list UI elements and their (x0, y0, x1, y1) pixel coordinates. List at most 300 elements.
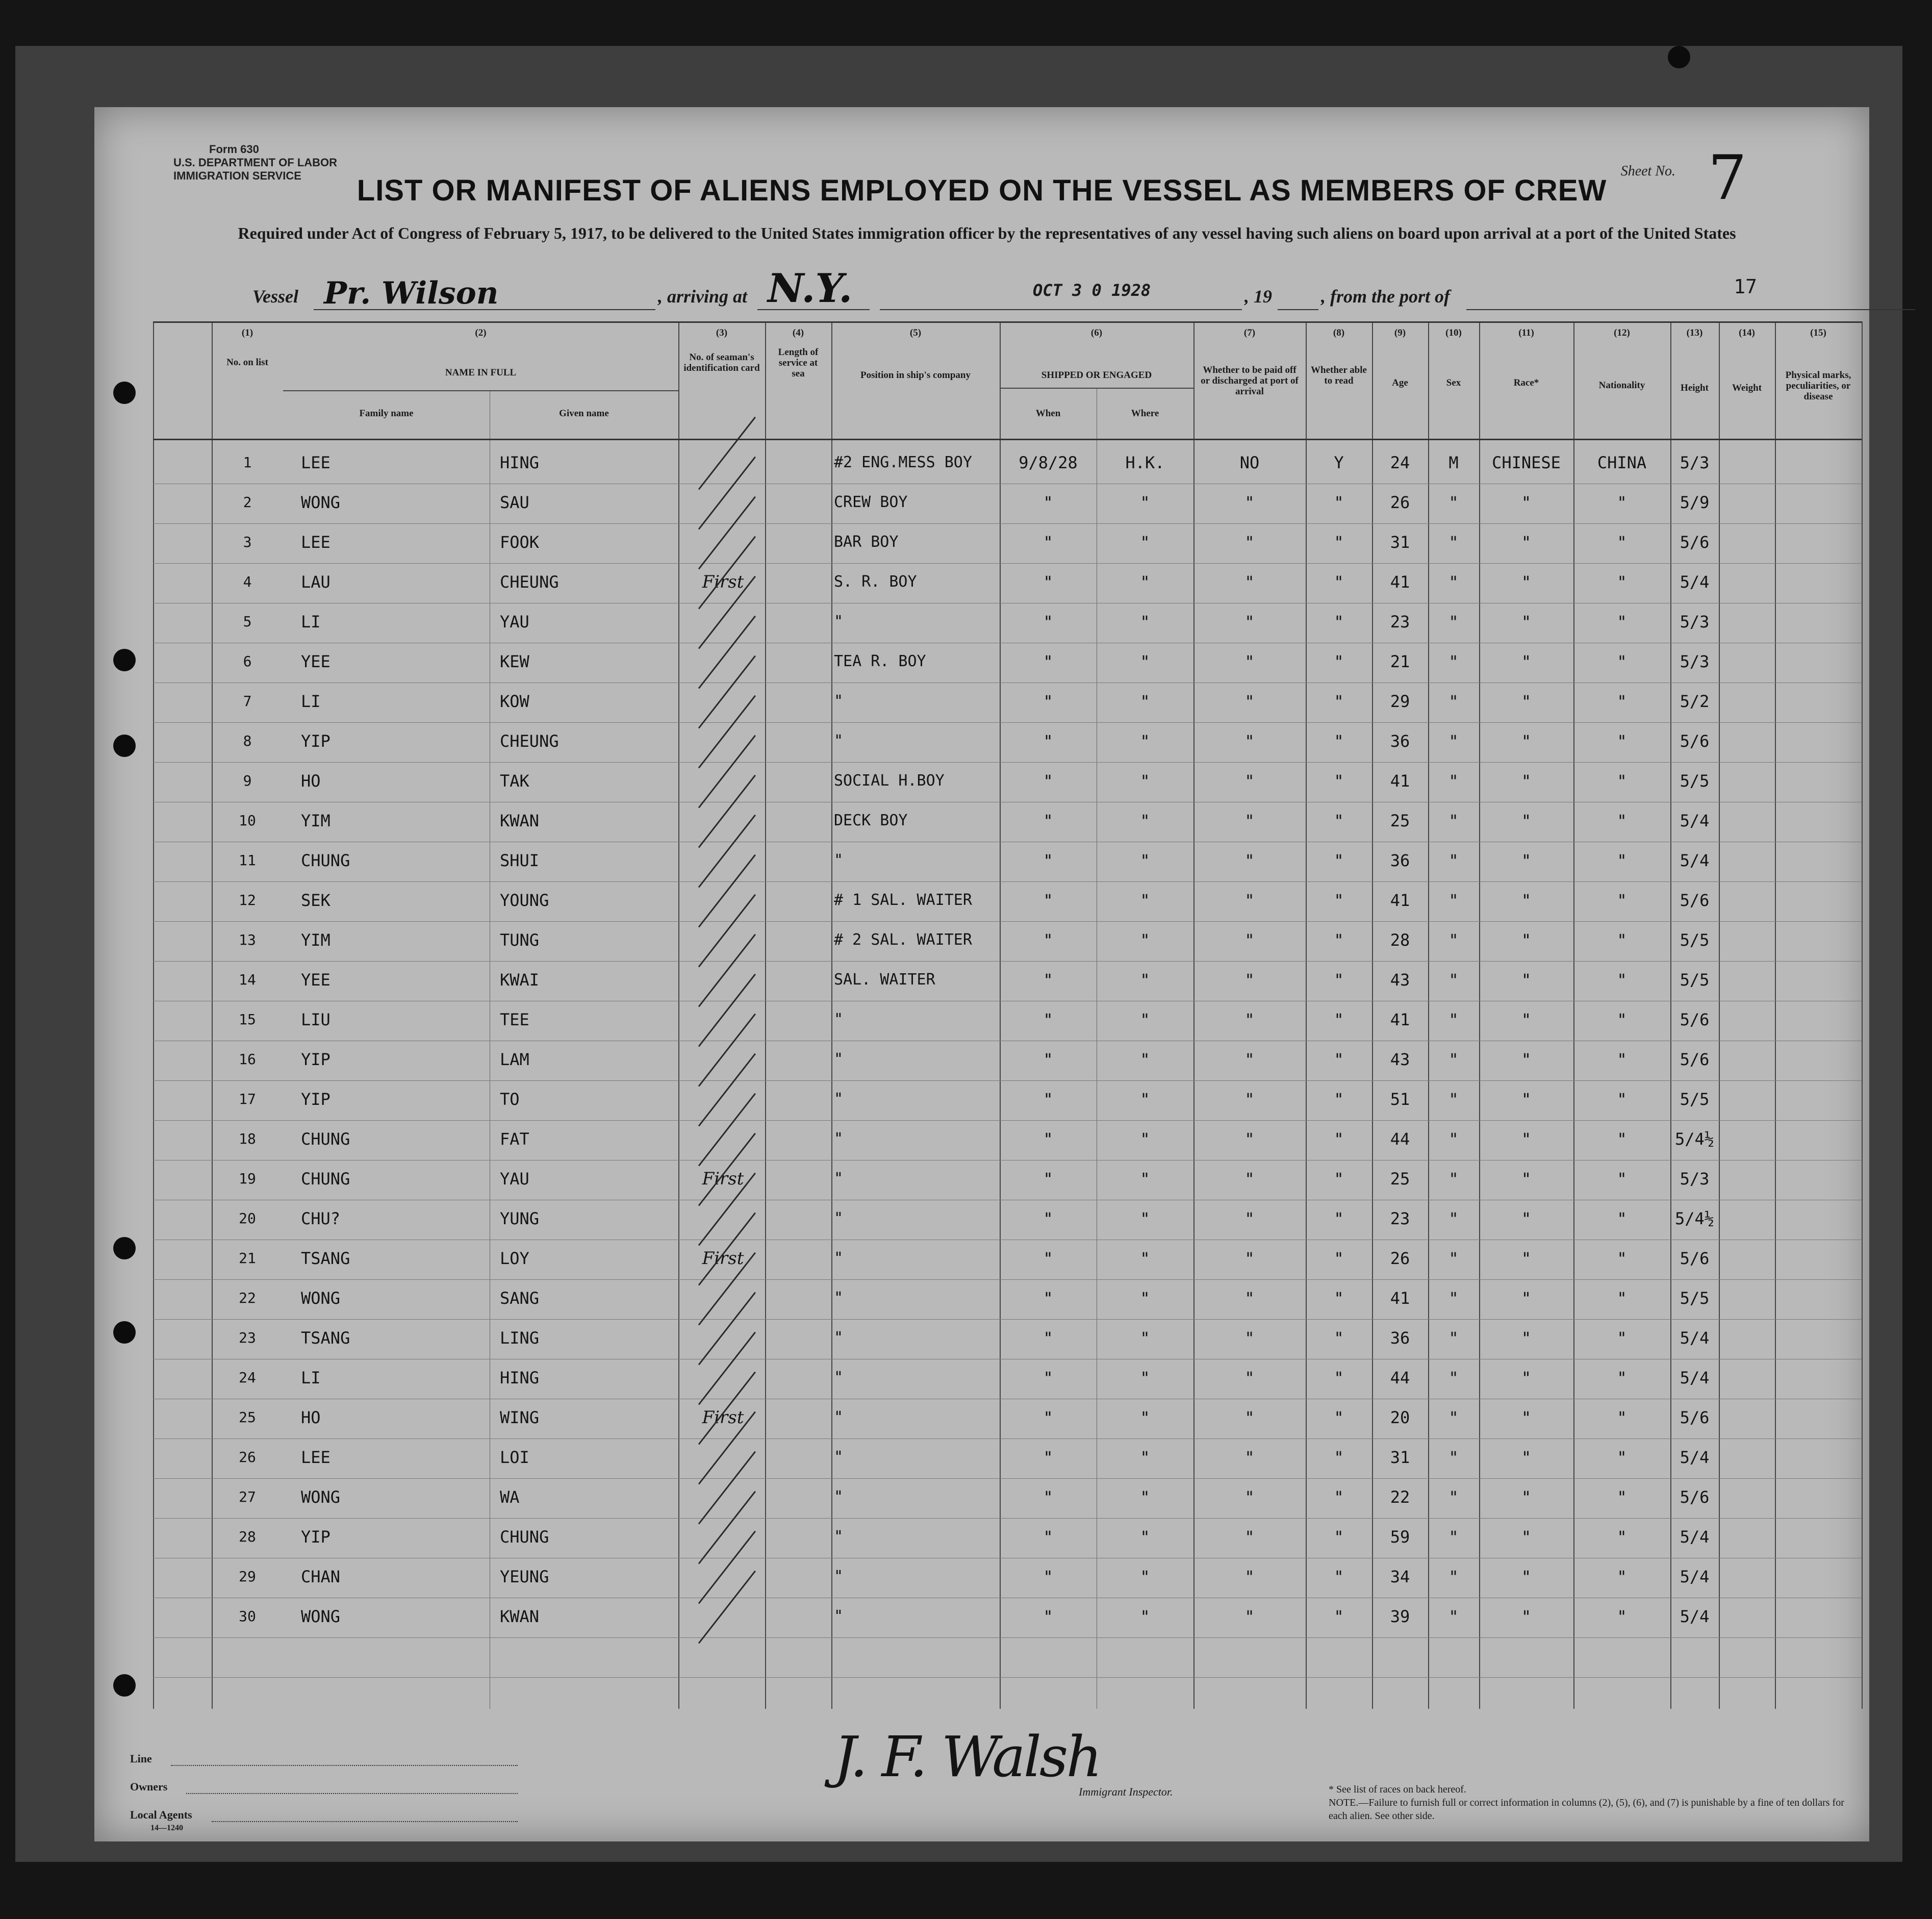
cell-where: " (1140, 731, 1150, 751)
cell-no: 28 (239, 1528, 256, 1545)
cell-read: " (1334, 1090, 1344, 1109)
cell-read: " (1334, 612, 1344, 632)
cell-race: CHINESE (1492, 453, 1561, 472)
cell-nat: " (1617, 533, 1627, 552)
cell-height: 5/6 (1680, 891, 1710, 910)
cell-given: HING (500, 1368, 540, 1387)
cell-sex: " (1448, 612, 1459, 632)
cell-position: " (834, 1488, 844, 1506)
cell-when: " (1043, 493, 1053, 512)
cell-height: 5/4½ (1674, 1209, 1715, 1228)
cell-age: 25 (1390, 1169, 1410, 1189)
cell-read: " (1334, 811, 1344, 830)
cell-position: " (834, 1209, 844, 1227)
cell-family: YIP (301, 1050, 331, 1069)
cell-no: 30 (239, 1608, 256, 1625)
col-number-3: (3) (716, 327, 728, 338)
cell-position: " (834, 1289, 844, 1307)
cell-race: " (1521, 930, 1532, 950)
cell-paid: " (1244, 771, 1255, 791)
col-number-15: (15) (1810, 327, 1826, 338)
cell-when: " (1043, 1010, 1053, 1029)
cell-nat: " (1617, 1090, 1627, 1109)
cell-id (681, 1598, 765, 1635)
cell-race: " (1521, 572, 1532, 592)
cell-no: 20 (239, 1210, 256, 1227)
cell-sex: " (1448, 1289, 1459, 1308)
cell-height: 5/2 (1680, 692, 1710, 711)
cell-read: " (1334, 1567, 1344, 1586)
cell-id (681, 1359, 765, 1397)
cell-where: " (1140, 811, 1150, 830)
cell-position: " (834, 1448, 844, 1466)
cell-id (681, 1080, 765, 1118)
cell-height: 5/9 (1680, 493, 1710, 512)
cell-when: " (1043, 1408, 1053, 1427)
cell-paid: " (1244, 970, 1255, 990)
cell-height: 5/6 (1680, 1010, 1710, 1029)
cell-sex: " (1448, 930, 1459, 950)
cell-height: 5/4 (1680, 1527, 1710, 1547)
cell-sex: " (1448, 1328, 1459, 1348)
cell-position: DECK BOY (834, 812, 908, 829)
cell-sex: " (1448, 1527, 1459, 1547)
cell-nat: " (1617, 930, 1627, 950)
cell-given: TEE (500, 1010, 529, 1029)
cell-where: " (1140, 771, 1150, 791)
cell-when: " (1043, 692, 1053, 711)
cell-family: WONG (301, 1487, 341, 1507)
cell-sex: " (1448, 1129, 1459, 1149)
cell-position: " (834, 1607, 844, 1625)
cell-height: 5/3 (1680, 453, 1710, 472)
cell-paid: " (1244, 1328, 1255, 1348)
cell-position: #2 ENG.MESS BOY (834, 453, 972, 471)
cell-nat: " (1617, 970, 1627, 990)
col-number-10: (10) (1445, 327, 1462, 338)
punch-hole (113, 1321, 136, 1344)
cell-nat: " (1617, 612, 1627, 632)
cell-race: " (1521, 970, 1532, 990)
cell-sex: " (1448, 572, 1459, 592)
col-family-name: Family name (359, 408, 414, 419)
cell-id (681, 1001, 765, 1039)
cell-age: 36 (1390, 851, 1410, 870)
cell-paid: " (1244, 1368, 1255, 1387)
cell-when: " (1043, 731, 1053, 751)
cell-when: " (1043, 1607, 1053, 1626)
cell-nat: " (1617, 891, 1627, 910)
cell-family: YIP (301, 1527, 331, 1547)
cell-id: First (702, 1248, 744, 1269)
cell-family: YIP (301, 731, 331, 751)
cell-no: 12 (239, 892, 256, 908)
cell-sex: " (1448, 533, 1459, 552)
cell-age: 41 (1390, 1289, 1410, 1308)
cell-family: YEE (301, 970, 331, 990)
cell-no: 8 (243, 733, 252, 749)
cell-read: " (1334, 851, 1344, 870)
cell-no: 16 (239, 1051, 256, 1068)
cell-nat: " (1617, 811, 1627, 830)
cell-nat: " (1617, 731, 1627, 751)
cell-when: " (1043, 811, 1053, 830)
cell-age: 26 (1390, 1249, 1410, 1268)
cell-no: 2 (243, 494, 252, 511)
cell-read: " (1334, 1050, 1344, 1069)
cell-given: FOOK (500, 533, 540, 552)
cell-height: 5/5 (1680, 771, 1710, 791)
cell-where: " (1140, 1328, 1150, 1348)
sheet-number: 7 (1708, 143, 1747, 214)
cell-height: 5/4 (1680, 811, 1710, 830)
cell-paid: " (1244, 851, 1255, 870)
cell-age: 43 (1390, 970, 1410, 990)
cell-height: 5/5 (1680, 970, 1710, 990)
cell-age: 39 (1390, 1607, 1410, 1626)
cell-no: 9 (243, 772, 252, 789)
cell-race: " (1521, 1408, 1532, 1427)
cell-nat: " (1617, 1289, 1627, 1308)
cell-age: 34 (1390, 1567, 1410, 1586)
cell-when: " (1043, 652, 1053, 671)
cell-where: " (1140, 1408, 1150, 1427)
page-subtitle: Required under Act of Congress of February 5, 1917, to be delivered to the United States immigration officer by the representatives of any vessel having such aliens on board upon arrival at a port of the United States (238, 224, 1736, 242)
cell-race: " (1521, 1209, 1532, 1228)
cell-paid: " (1244, 1010, 1255, 1029)
cell-race: " (1521, 1487, 1532, 1507)
cell-age: 24 (1390, 453, 1410, 472)
cell-family: CHAN (301, 1567, 341, 1586)
cell-sex: " (1448, 1050, 1459, 1069)
col-service-at-sea: Length of service at sea (778, 347, 819, 379)
cell-where: " (1140, 970, 1150, 990)
cell-family: CHUNG (301, 1129, 350, 1149)
page-title: LIST OR MANIFEST OF ALIENS EMPLOYED ON THE VESSEL AS MEMBERS OF CREW (357, 174, 1607, 207)
cell-position: SOCIAL H.BOY (834, 772, 945, 790)
cell-read: " (1334, 1448, 1344, 1467)
cell-paid: " (1244, 493, 1255, 512)
cell-age: 22 (1390, 1487, 1410, 1507)
crew-table (153, 321, 1862, 1709)
cell-family: LEE (301, 453, 331, 472)
cell-position: # 1 SAL. WAITER (834, 891, 972, 909)
cell-id: First (702, 572, 744, 592)
cell-given: WA (500, 1487, 520, 1507)
cell-race: " (1521, 1328, 1532, 1348)
cell-given: YUNG (500, 1209, 540, 1228)
cell-age: 23 (1390, 1209, 1410, 1228)
cell-race: " (1521, 1010, 1532, 1029)
cell-given: SAU (500, 493, 529, 512)
cell-no: 10 (239, 812, 256, 829)
cell-id (681, 523, 765, 561)
cell-no: 22 (239, 1290, 256, 1306)
cell-nat: " (1617, 572, 1627, 592)
cell-position: " (834, 1170, 844, 1188)
cell-no: 23 (239, 1329, 256, 1346)
local-agents-label: Local Agents (130, 1808, 192, 1821)
cell-family: YIM (301, 811, 331, 830)
cell-when: " (1043, 1567, 1053, 1586)
cell-position: " (834, 1329, 844, 1347)
cell-nat: " (1617, 692, 1627, 711)
cell-given: YEUNG (500, 1567, 549, 1586)
cell-paid: " (1244, 1487, 1255, 1507)
cell-given: TUNG (500, 930, 540, 950)
cell-nat: " (1617, 493, 1627, 512)
cell-id (681, 1558, 765, 1596)
cell-id (681, 1478, 765, 1516)
cell-where: " (1140, 533, 1150, 552)
cell-family: CHU? (301, 1209, 341, 1228)
cell-when: " (1043, 1209, 1053, 1228)
cell-paid: NO (1239, 453, 1260, 472)
cell-id (681, 1319, 765, 1357)
cell-position: BAR BOY (834, 533, 899, 551)
cell-position: S. R. BOY (834, 573, 917, 591)
cell-sex: " (1448, 891, 1459, 910)
cell-paid: " (1244, 1607, 1255, 1626)
cell-given: KWAN (500, 811, 540, 830)
cell-race: " (1521, 771, 1532, 791)
cell-where: " (1140, 1487, 1150, 1507)
cell-where: " (1140, 1567, 1150, 1586)
cell-given: KEW (500, 652, 529, 671)
cell-when: " (1043, 572, 1053, 592)
cell-age: 26 (1390, 493, 1410, 512)
cell-paid: " (1244, 1209, 1255, 1228)
cell-nat: " (1617, 1527, 1627, 1547)
cell-position: " (834, 1568, 844, 1585)
cell-id (681, 921, 765, 959)
inspector-signature: J. F. Walsh (834, 1724, 1101, 1789)
cell-height: 5/4 (1680, 1328, 1710, 1348)
cell-race: " (1521, 1368, 1532, 1387)
cell-where: " (1140, 1010, 1150, 1029)
cell-position: " (834, 1249, 844, 1267)
cell-id (681, 762, 765, 800)
cell-position: " (834, 1011, 844, 1028)
cell-family: LI (301, 692, 321, 711)
cell-read: " (1334, 731, 1344, 751)
cell-height: 5/4 (1680, 1368, 1710, 1387)
cell-when: " (1043, 930, 1053, 950)
cell-age: 43 (1390, 1050, 1410, 1069)
cell-given: LOI (500, 1448, 529, 1467)
cell-position: " (834, 1408, 844, 1426)
cell-no: 7 (243, 693, 252, 710)
cell-paid: " (1244, 930, 1255, 950)
form-code: 14—1240 (150, 1824, 183, 1832)
cell-sex: " (1448, 1408, 1459, 1427)
cell-where: " (1140, 1607, 1150, 1626)
cell-when: " (1043, 1090, 1053, 1109)
cell-read: " (1334, 1289, 1344, 1308)
cell-read: " (1334, 493, 1344, 512)
cell-no: 14 (239, 971, 256, 988)
cell-position: " (834, 692, 844, 710)
cell-age: 20 (1390, 1408, 1410, 1427)
cell-sex: " (1448, 851, 1459, 870)
cell-family: LI (301, 1368, 321, 1387)
form-number: Form 630 (209, 143, 259, 156)
vessel-name: Pr. Wilson (324, 275, 499, 311)
cell-where: H.K. (1125, 453, 1165, 472)
cell-position: TEA R. BOY (834, 652, 926, 670)
cell-where: " (1140, 1289, 1150, 1308)
cell-where: " (1140, 493, 1150, 512)
cell-race: " (1521, 1527, 1532, 1547)
cell-position: " (834, 1090, 844, 1108)
cell-read: " (1334, 533, 1344, 552)
cell-age: 44 (1390, 1129, 1410, 1149)
cell-given: WING (500, 1408, 540, 1427)
cell-sex: " (1448, 1368, 1459, 1387)
cell-read: " (1334, 1249, 1344, 1268)
cell-nat: " (1617, 1328, 1627, 1348)
cell-height: 5/4½ (1674, 1129, 1715, 1149)
cell-read: " (1334, 1328, 1344, 1348)
cell-where: " (1140, 1368, 1150, 1387)
cell-nat: " (1617, 1169, 1627, 1189)
cell-paid: " (1244, 1129, 1255, 1149)
punch-hole (113, 1237, 136, 1259)
cell-paid: " (1244, 572, 1255, 592)
cell-when: " (1043, 1169, 1053, 1189)
cell-height: 5/4 (1680, 1448, 1710, 1467)
cell-given: YAU (500, 1169, 529, 1189)
cell-nat: " (1617, 1448, 1627, 1467)
cell-family: WONG (301, 493, 341, 512)
cell-id (681, 881, 765, 919)
cell-nat: " (1617, 1368, 1627, 1387)
cell-race: " (1521, 1289, 1532, 1308)
col-id-card: No. of seaman's identification card (683, 352, 760, 373)
cell-race: " (1521, 891, 1532, 910)
manifest-page (94, 107, 1869, 1841)
cell-height: 5/4 (1680, 1567, 1710, 1586)
arriving-port: N.Y. (768, 265, 853, 312)
cell-when: " (1043, 891, 1053, 910)
cell-given: YAU (500, 612, 529, 632)
cell-age: 31 (1390, 533, 1410, 552)
cell-when: " (1043, 1527, 1053, 1547)
cell-no: 27 (239, 1488, 256, 1505)
cell-no: 17 (239, 1091, 256, 1107)
cell-no: 6 (243, 653, 252, 670)
col-able-to-read: Whether able to read (1311, 365, 1367, 386)
cell-when: " (1043, 612, 1053, 632)
cell-race: " (1521, 1129, 1532, 1149)
cell-height: 5/6 (1680, 1408, 1710, 1427)
cell-id (681, 683, 765, 720)
cell-read: " (1334, 1010, 1344, 1029)
cell-id (681, 1120, 765, 1158)
cell-no: 21 (239, 1250, 256, 1267)
cell-family: SEK (301, 891, 331, 910)
cell-sex: " (1448, 1090, 1459, 1109)
cell-given: FAT (500, 1129, 529, 1149)
col-height: Height (1681, 383, 1709, 393)
sheet-label: Sheet No. (1620, 163, 1675, 179)
cell-sex: " (1448, 771, 1459, 791)
cell-given: KWAN (500, 1607, 540, 1626)
cell-when: " (1043, 1448, 1053, 1467)
cell-height: 5/5 (1680, 1289, 1710, 1308)
cell-nat: " (1617, 771, 1627, 791)
cell-id: First (702, 1169, 744, 1189)
cell-sex: " (1448, 1169, 1459, 1189)
cell-age: 23 (1390, 612, 1410, 632)
cell-paid: " (1244, 1249, 1255, 1268)
cell-height: 5/6 (1680, 731, 1710, 751)
date-stamp: OCT 3 0 1928 (1033, 281, 1151, 300)
cell-height: 5/4 (1680, 1607, 1710, 1626)
punch-hole (113, 382, 136, 404)
cell-where: " (1140, 851, 1150, 870)
cell-given: SANG (500, 1289, 540, 1308)
arriving-label: , arriving at (658, 286, 748, 307)
cell-height: 5/6 (1680, 1050, 1710, 1069)
cell-age: 21 (1390, 652, 1410, 671)
col-race: Race* (1513, 377, 1539, 388)
cell-read: " (1334, 1408, 1344, 1427)
cell-id (681, 961, 765, 999)
cell-age: 31 (1390, 1448, 1410, 1467)
cell-where: " (1140, 1050, 1150, 1069)
cell-family: LAU (301, 572, 331, 592)
cell-height: 5/3 (1680, 1169, 1710, 1189)
footnote-races: * See list of races on back hereof. (1329, 1784, 1466, 1795)
cell-nat: " (1617, 851, 1627, 870)
cell-nat: " (1617, 1408, 1627, 1427)
cell-paid: " (1244, 612, 1255, 632)
cell-where: " (1140, 1090, 1150, 1109)
vessel-line (252, 265, 1783, 312)
cell-read: " (1334, 771, 1344, 791)
cell-read: " (1334, 1487, 1344, 1507)
cell-id (681, 1041, 765, 1078)
cell-family: TSANG (301, 1328, 350, 1348)
cell-race: " (1521, 612, 1532, 632)
cell-where: " (1140, 1129, 1150, 1149)
col-shipped-engaged: SHIPPED OR ENGAGED (1041, 370, 1152, 381)
cell-family: LIU (301, 1010, 331, 1029)
col-name-in-full: NAME IN FULL (445, 367, 517, 378)
cell-given: HING (500, 453, 540, 472)
col-number-13: (13) (1686, 327, 1703, 338)
col-where: Where (1131, 408, 1159, 419)
cell-no: 3 (243, 534, 252, 550)
cell-race: " (1521, 533, 1532, 552)
cell-family: CHUNG (301, 1169, 350, 1189)
col-number-6: (6) (1090, 327, 1103, 338)
cell-race: " (1521, 811, 1532, 830)
cell-race: " (1521, 1567, 1532, 1586)
cell-nat: " (1617, 1607, 1627, 1626)
cell-position: " (834, 851, 844, 869)
cell-age: 25 (1390, 811, 1410, 830)
cell-family: LEE (301, 1448, 331, 1467)
cell-read: " (1334, 970, 1344, 990)
cell-age: 59 (1390, 1527, 1410, 1547)
col-number-1: (1) (241, 327, 253, 338)
col-number-12: (12) (1614, 327, 1630, 338)
cell-read: " (1334, 692, 1344, 711)
col-number-7: (7) (1243, 327, 1256, 338)
year-label: , 19 (1244, 286, 1272, 307)
